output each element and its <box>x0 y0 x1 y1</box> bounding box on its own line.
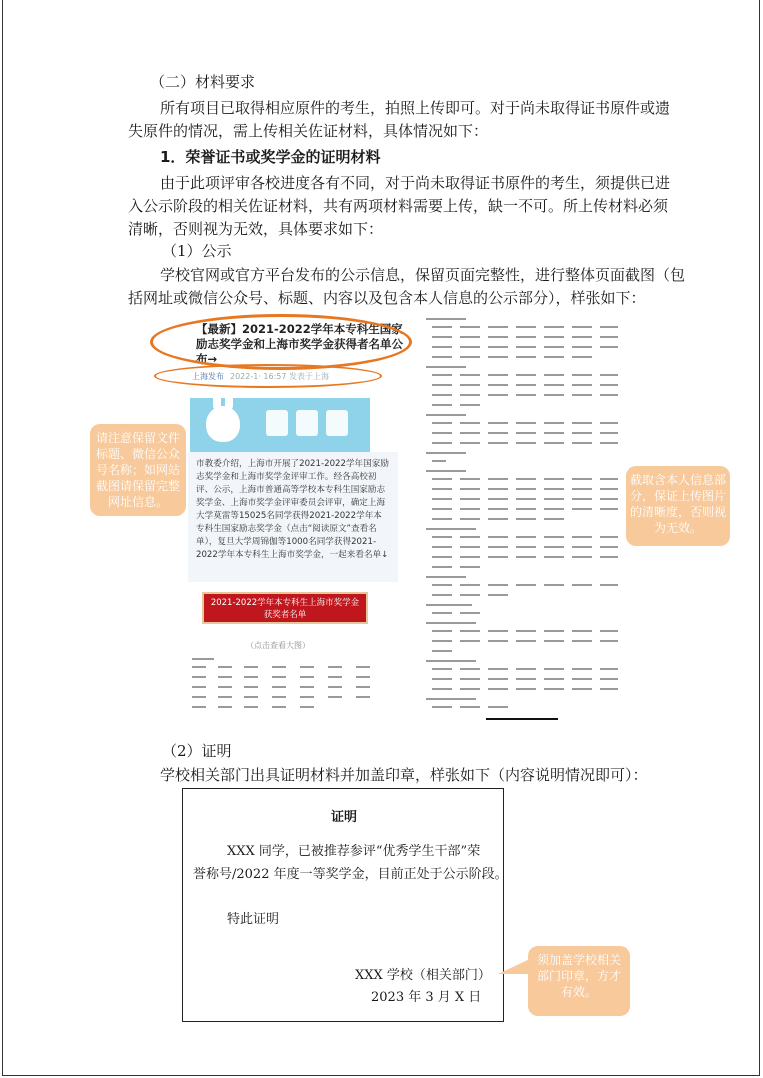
certificate-date: 2023 年 3 月 X 日 <box>371 990 482 1005</box>
name-grid-rows <box>192 656 402 716</box>
name-list-rows <box>424 312 620 722</box>
paragraph-line: 由于此项评审各校进度各有不同，对于尚未取得证书原件的考生，须提供已进 <box>160 174 671 192</box>
item-heading: （2）证明 <box>162 742 232 760</box>
callout-right: 截取含本人信息部分，保证上传图片的清晰度，否则视为无效。 <box>626 466 730 546</box>
callout-left: 请注意保留文件标题、微信公众号名称；如网站截图请保留完整网址信息。 <box>90 424 186 516</box>
paragraph-line: 学校相关部门出具证明材料并加盖印章，样张如下（内容说明情况即可）： <box>160 766 648 784</box>
section-heading: （二）材料要求 <box>150 73 256 91</box>
award-banner <box>202 592 368 624</box>
award-banner-line: 2021-2022学年本专科生上海市奖学金 <box>210 598 360 608</box>
paragraph-line: 清晰，否则视为无效，具体要求如下： <box>128 220 384 238</box>
article-publisher: 上海发布 <box>192 372 224 381</box>
article-title: 【最新】2021-2022学年本专科生国家励志奖学金和上海市奖学金获得者名单公布→ <box>196 322 403 366</box>
badge-icon <box>266 410 288 436</box>
click-hint: （点击查看大图） <box>246 641 310 650</box>
article-date: 2022-1· 16:57 发表于上海 <box>230 372 330 381</box>
certificate-title: 证明 <box>331 810 358 825</box>
callout-bottom: 须加盖学校相关部门印章，方才有效。 <box>528 946 630 1016</box>
name-list-screenshot <box>424 312 620 720</box>
certificate-sample <box>182 788 508 1022</box>
highlight-ellipse-title <box>150 314 412 370</box>
paragraph-line: 入公示阶段的相关佐证材料，共有两项材料需要上传，缺一不可。所上传材料必须 <box>128 197 669 215</box>
paragraph-line: 学校官网或官方平台发布的公示信息，保留页面完整性，进行整体页面截图（包 <box>160 266 686 284</box>
certificate-signer: XXX 学校（相关部门） <box>355 968 491 983</box>
paragraph-line: 失原件的情况，需上传相关佐证材料，具体情况如下： <box>128 122 489 140</box>
subheading: 1．荣誉证书或奖学金的证明材料 <box>160 148 381 166</box>
award-banner-line: 获奖者名单 <box>263 610 307 620</box>
highlight-ellipse-publisher <box>154 364 382 388</box>
badge-icon <box>326 410 348 436</box>
paragraph-line: 括网址或微信公众号、标题、内容以及包含本人信息的公示部分），样张如下： <box>128 289 646 307</box>
certificate-body-line: XXX 同学，已被推荐参评“优秀学生干部”荣 <box>227 844 481 859</box>
rabbit-illustration <box>206 406 240 442</box>
certificate-special: 特此证明 <box>227 912 280 927</box>
certificate-body-line: 誉称号/2022 年度一等奖学金，目前正处于公示阶段。 <box>193 867 508 882</box>
paragraph-line: 所有项目已取得相应原件的考生，拍照上传即可。对于尚未取得证书原件或遗 <box>160 99 671 117</box>
item-heading: （1）公示 <box>162 242 232 260</box>
article-body: 市教委介绍，上海市开展了2021-2022学年国家励志奖学金和上海市奖学金评审工作。经各高校初评、公示，上海市普通高等学校本专科生国家励志奖学金、上海市奖学金评审委员会评审，确定上海大学莫雷等15025名同学获得2021-2022学年本专科生国家励志奖学金（点击“阅读原文”查看名单），复旦大学周锦伽等1000名同学获得2021-2022学年本专科生上海市奖学金，一起来看名单↓ <box>188 452 398 582</box>
name-grid <box>192 656 402 716</box>
badge-icon <box>296 410 318 436</box>
banner-image <box>190 398 370 452</box>
